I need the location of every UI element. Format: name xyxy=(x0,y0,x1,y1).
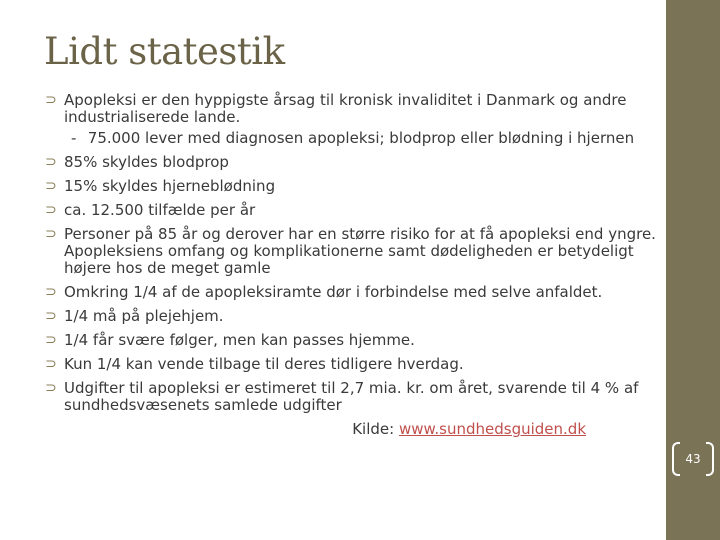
bullet-icon: ⊃ xyxy=(45,202,57,218)
bullet-item: ⊃ Omkring 1/4 af de apopleksiramte dør i forbindelse med selve anfaldet. xyxy=(45,283,603,301)
bullet-icon: ⊃ xyxy=(45,226,57,242)
bullet-icon: ⊃ xyxy=(45,178,57,194)
bullet-icon: ⊃ xyxy=(45,380,57,396)
slide-title: Lidt statestik xyxy=(44,30,285,73)
bullet-item: ⊃ Kun 1/4 kan vende tilbage til deres tidligere hverdag. xyxy=(45,355,464,373)
bullet-item: ⊃ Udgifter til apopleksi er estimeret til 2,7 mia. kr. om året, svarende til 4 % af sundhedsvæsenets samlede udgifter xyxy=(45,379,639,414)
bullet-icon: ⊃ xyxy=(45,332,57,348)
bullet-item: ⊃ 85% skyldes blodprop xyxy=(45,153,229,171)
page-number: 43 xyxy=(685,452,701,466)
bullet-item: ⊃ 1/4 får svære følger, men kan passes hjemme. xyxy=(45,331,415,349)
bullet-icon: ⊃ xyxy=(45,154,57,170)
bullet-item: ⊃ 15% skyldes hjerneblødning xyxy=(45,177,276,195)
bullet-item: ⊃ 1/4 må på plejehjem. xyxy=(45,307,224,325)
bullet-list xyxy=(44,92,664,438)
bullet-item: ⊃ Personer på 85 år og derover har en større risiko for at få apopleksi end yngre. Apopleksiens omfang og komplikationerne samt dødeligheden er betydeligt højere hos de meget gamle xyxy=(45,225,656,277)
bullet-item: ⊃ ca. 12.500 tilfælde per år xyxy=(45,201,256,219)
page-number-badge xyxy=(672,442,714,476)
bullet-icon: ⊃ xyxy=(45,356,57,372)
source-line: Kilde: www.sundhedsguiden.dk xyxy=(352,420,586,438)
bullet-icon: ⊃ xyxy=(45,308,57,324)
bullet-icon: ⊃ xyxy=(45,92,57,108)
bullet-item: ⊃ Apopleksi er den hyppigste årsag til kronisk invaliditet i Danmark og andre industrialiserede lande. xyxy=(45,91,627,126)
sub-bullet-item: - 75.000 lever med diagnosen apopleksi; blodprop eller blødning i hjernen xyxy=(71,129,635,147)
bullet-icon: ⊃ xyxy=(45,284,57,300)
source-link[interactable]: www.sundhedsguiden.dk xyxy=(398,420,586,438)
